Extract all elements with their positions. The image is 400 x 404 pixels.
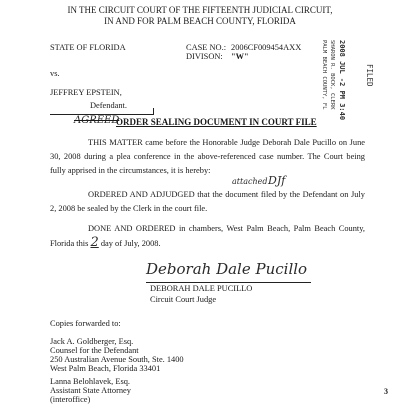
recipient1-line3: 250 Australian Avenue South, Ste. 1400 <box>50 355 184 364</box>
defendant-name: JEFFREY EPSTEIN, <box>50 88 122 97</box>
stamp-date: 2008 JUL -2 PM 3:40 <box>338 40 346 121</box>
division-value: "W" <box>231 52 249 61</box>
recipient2-line3: (interoffice) <box>50 395 91 404</box>
judge-title: Circuit Court Judge <box>150 295 217 304</box>
recipient1-line2: Counsel for the Defendant <box>50 346 139 355</box>
signature-handwritten: Deborah Dale Pucillo <box>146 260 308 278</box>
division-label: DIVISON: <box>186 52 223 61</box>
copies-heading: Copies forwarded to: <box>50 319 121 328</box>
judge-name: DEBORAH DALE PUCILLO <box>150 284 253 293</box>
paragraph-done: DONE AND ORDERED in chambers, West Palm Beach, Palm Beach County, Florida this 2 day of July, 2008. <box>50 224 365 250</box>
stamp-filed: FILED <box>365 64 374 87</box>
defendant-role: Defendant. <box>90 101 127 110</box>
handwritten-initials: DJf <box>268 174 286 187</box>
handwritten-day: 2 <box>90 235 99 250</box>
stamp-clerk: SHARON R. BOCK, CLERK <box>329 40 335 110</box>
recipient1-line1: Jack A. Goldberger, Esq. <box>50 337 134 346</box>
paragraph-matter: THIS MATTER came before the Honorable Judge Deborah Dale Pucillo on June 30, 2008 during a plea conference in the above-referenced case number. The Court being fully apprised in the circumstances, it is hereby: <box>50 138 365 175</box>
stamp-circuit: PALM BEACH COUNTY, FL <box>321 40 327 110</box>
caption-rule-end <box>153 108 154 115</box>
handwritten-attached: attached <box>232 177 268 186</box>
recipient2-line1: Lanna Belohlavek, Esq. <box>50 377 131 386</box>
page-mark: 3 <box>384 387 388 396</box>
signature-line <box>146 282 311 283</box>
recipient1-line4: West Palm Beach, Florida 33401 <box>50 364 161 373</box>
paragraph-ordered: ORDERED AND ADJUDGED that the document filed by the Defendant on July 2, 2008 be sealed by the Clerk in the court file. <box>50 190 365 213</box>
court-header-line2: IN AND FOR PALM BEACH COUNTY, FLORIDA <box>104 16 296 26</box>
handwritten-agreed: AGREED <box>74 115 120 126</box>
recipient2-line2: Assistant State Attorney <box>50 386 131 395</box>
case-no-value: 2006CF009454AXX <box>231 43 302 52</box>
court-header-line1: IN THE CIRCUIT COURT OF THE FIFTEENTH JUDICIAL CIRCUIT, <box>67 5 333 15</box>
case-no-label: CASE NO.: <box>186 43 227 52</box>
order-title: ORDER SEALING DOCUMENT IN COURT FILE <box>116 117 317 127</box>
plaintiff: STATE OF FLORIDA <box>50 43 126 52</box>
versus: vs. <box>50 69 60 78</box>
